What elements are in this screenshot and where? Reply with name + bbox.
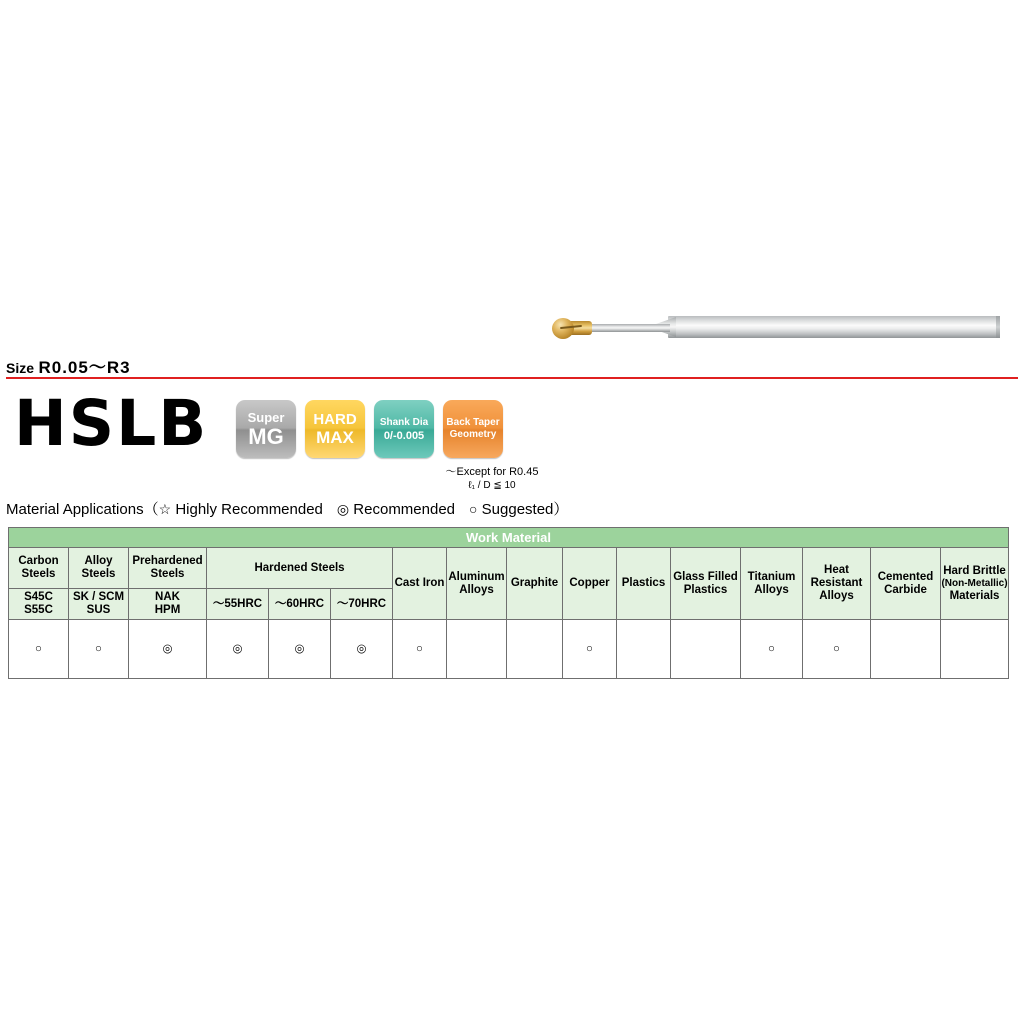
col-head-heat-resistant-alloys-l2: Resistant <box>810 577 863 589</box>
col-head-hard-brittle-materials-l3: Materials <box>949 589 1000 602</box>
col-head-glass-filled-plastics-l2: Plastics <box>683 583 728 596</box>
col-head-graphite-l1: Graphite <box>510 577 559 589</box>
size-label: Size <box>6 360 35 376</box>
recommended-symbol: ◎ <box>336 501 350 517</box>
cell-hardened-60hrc: ◎ <box>269 620 331 679</box>
cell-hardened-55hrc: ◎ <box>207 620 269 679</box>
cell-aluminum-alloys <box>447 620 507 679</box>
col-head-prehardened-steels-l1: Prehardened <box>132 555 203 567</box>
col-head-hard-brittle-materials <box>941 548 1009 620</box>
size-value: R0.05～R3 <box>38 358 131 377</box>
ball-endmill-illustration <box>548 300 1000 358</box>
back-taper-badge-line2: Geometry <box>449 429 497 440</box>
col-head-alloy-steels-l2: Steels <box>81 568 116 580</box>
col-head-aluminum-alloys-l2: Alloys <box>459 583 494 596</box>
cell-titanium-alloys: ○ <box>741 620 803 679</box>
col-head-glass-filled-plastics <box>671 548 741 620</box>
shank-dia-badge-line2: 0/-0.005 <box>383 429 425 442</box>
highly-recommended-label: Highly Recommended <box>175 501 323 518</box>
col-head-alloy-steels-l1: Alloy <box>84 555 113 567</box>
hard-max-badge-line1: HARD <box>313 411 357 428</box>
col-head-aluminum-alloys <box>447 548 507 620</box>
col-head-copper-l1: Copper <box>569 577 610 589</box>
col-head-copper <box>563 548 617 620</box>
col-head-alloy-steels <box>69 548 129 589</box>
shank-dia-badge-line1: Shank Dia <box>379 416 429 428</box>
col-head-carbon-steels-l2: Steels <box>21 568 56 580</box>
hard-max-badge <box>305 400 365 458</box>
back-taper-badge <box>443 400 503 458</box>
col-head-cemented-carbide-l2: Carbide <box>884 583 927 596</box>
col-sub-carbon-steels-l2: S55C <box>24 604 53 616</box>
col-head-prehardened-steels-l2: Steels <box>150 568 185 580</box>
col-head-graphite <box>507 548 563 620</box>
col-sub-hardened-55hrc: ～55HRC <box>207 589 269 620</box>
col-sub-hardened-60hrc: ～60HRC <box>269 589 331 620</box>
cell-alloy-steels: ○ <box>69 620 129 679</box>
col-sub-prehardened-steels-l1: NAK <box>155 591 180 603</box>
work-material-table-wrap <box>8 527 1008 679</box>
super-mg-badge-line1: Super <box>247 409 285 425</box>
recommended-label: Recommended <box>353 501 456 518</box>
table-row <box>9 620 1009 679</box>
col-head-cast-iron-l1: Cast Iron <box>394 577 445 589</box>
cell-carbon-steels: ○ <box>9 620 69 679</box>
col-head-prehardened-steels <box>129 548 207 589</box>
col-sub-carbon-steels <box>9 589 69 620</box>
cell-copper: ○ <box>563 620 617 679</box>
col-head-hard-brittle-materials-l1: Hard Brittle <box>943 564 1006 577</box>
col-sub-prehardened-steels <box>129 589 207 620</box>
tool-neck <box>582 324 670 332</box>
red-divider <box>6 377 1018 379</box>
col-head-glass-filled-plastics-l1: Glass Filled <box>673 570 738 583</box>
tool-shank-end <box>996 316 1000 338</box>
cell-plastics <box>617 620 671 679</box>
col-sub-prehardened-steels-l2: HPM <box>154 604 181 616</box>
col-head-cast-iron <box>393 548 447 620</box>
col-head-titanium-alloys-l2: Alloys <box>754 583 789 596</box>
col-head-cemented-carbide <box>871 548 941 620</box>
legend-title: Material Applications <box>6 501 144 518</box>
size-line <box>6 353 131 378</box>
col-head-heat-resistant-alloys-l1: Heat <box>824 564 849 576</box>
work-material-table <box>8 527 1009 679</box>
hard-max-badge-line2: MAX <box>316 428 354 447</box>
col-head-cemented-carbide-l1: Cemented <box>877 570 934 583</box>
legend-open-paren: （ <box>143 501 159 518</box>
badge-note <box>432 466 552 492</box>
col-head-plastics <box>617 548 671 620</box>
cell-heat-resistant-alloys: ○ <box>803 620 871 679</box>
cell-cemented-carbide <box>871 620 941 679</box>
work-material-header: Work Material <box>9 528 1009 548</box>
suggested-label: Suggested <box>481 501 554 518</box>
col-head-aluminum-alloys-l1: Aluminum <box>448 570 505 583</box>
col-sub-carbon-steels-l1: S45C <box>24 591 53 603</box>
col-sub-alloy-steels-l1: SK / SCM <box>72 591 125 603</box>
legend-close-paren: ） <box>553 501 569 518</box>
cell-glass-filled-plastics <box>671 620 741 679</box>
col-head-carbon-steels-l1: Carbon <box>18 555 59 567</box>
cell-hardened-70hrc: ◎ <box>331 620 393 679</box>
tool-shank <box>668 316 1000 338</box>
col-head-hardened-steels: Hardened Steels <box>207 548 393 589</box>
shank-dia-badge <box>374 400 434 458</box>
cell-cast-iron: ○ <box>393 620 447 679</box>
super-mg-badge-line2: MG <box>248 423 284 449</box>
cell-graphite <box>507 620 563 679</box>
product-name: HSLB <box>14 387 209 460</box>
col-head-carbon-steels <box>9 548 69 589</box>
highly-recommended-symbol: ☆ <box>158 501 172 517</box>
col-head-heat-resistant-alloys <box>803 548 871 620</box>
col-sub-hardened-70hrc: ～70HRC <box>331 589 393 620</box>
cell-hard-brittle-materials <box>941 620 1009 679</box>
cell-prehardened-steels: ◎ <box>129 620 207 679</box>
suggested-symbol: ○ <box>469 501 478 517</box>
badge-note-line1: ～Except for R0.45 <box>445 466 539 478</box>
col-head-plastics-l1: Plastics <box>621 577 666 589</box>
col-sub-alloy-steels-l2: SUS <box>86 604 111 616</box>
col-sub-alloy-steels <box>69 589 129 620</box>
material-applications-legend <box>6 498 568 519</box>
col-head-heat-resistant-alloys-l3: Alloys <box>819 590 854 602</box>
badge-note-line2: ℓ₁ / D ≦ 10 <box>468 480 516 491</box>
back-taper-badge-line1: Back Taper <box>446 417 500 428</box>
feature-badges <box>236 400 503 458</box>
col-head-titanium-alloys-l1: Titanium <box>747 570 796 583</box>
super-mg-badge <box>236 400 296 458</box>
col-head-hard-brittle-materials-l2: (Non-Metallic) <box>941 577 1008 589</box>
col-head-titanium-alloys <box>741 548 803 620</box>
